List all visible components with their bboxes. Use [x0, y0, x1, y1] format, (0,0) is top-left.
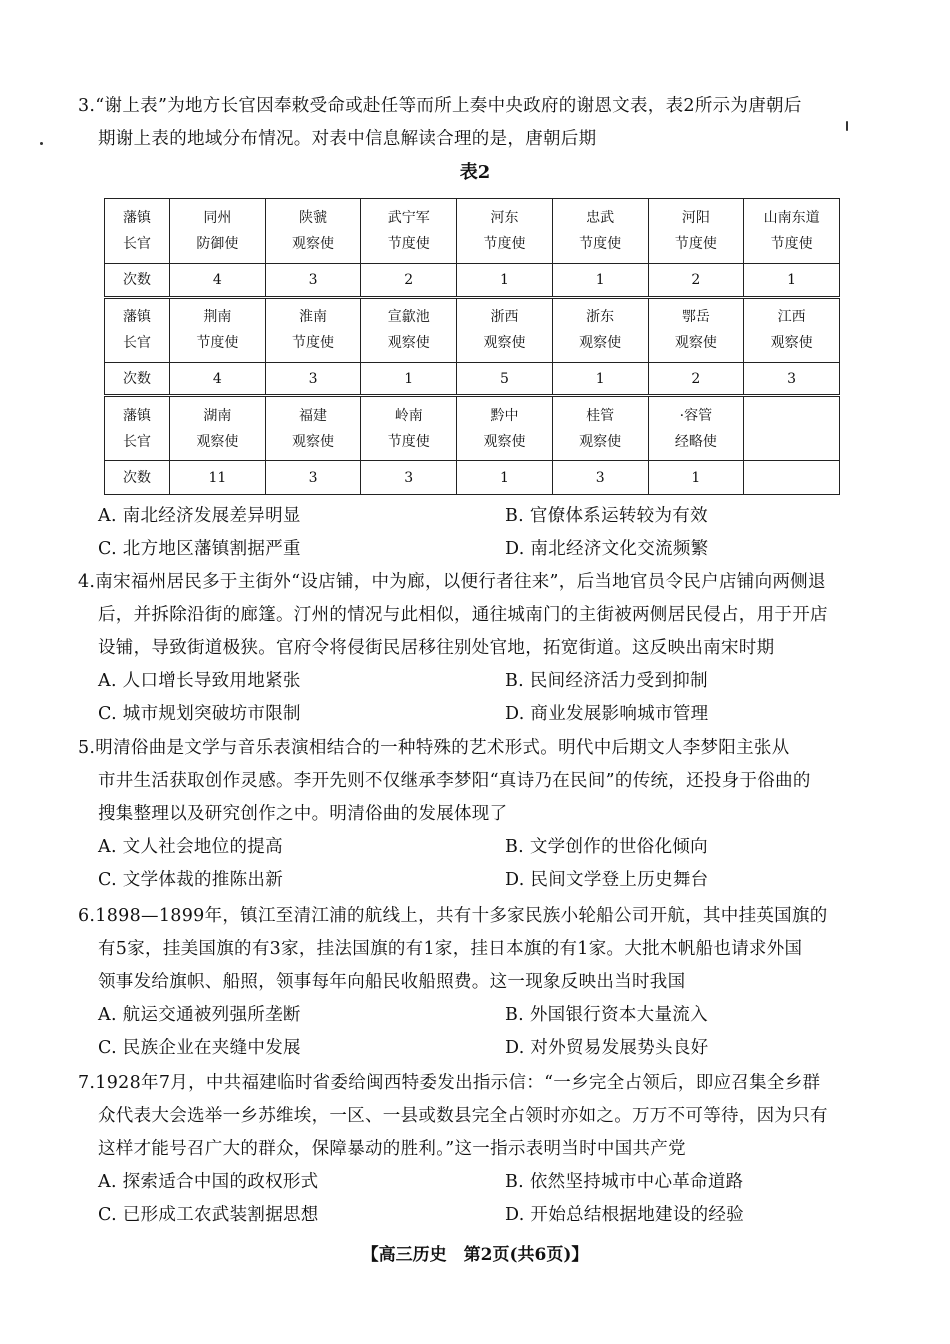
question-3 — [78, 90, 858, 156]
table-2 — [104, 198, 840, 495]
official-cell: ·容管 经略使 — [648, 396, 744, 461]
row-header-official: 藩镇 长官 — [105, 297, 170, 362]
official-cell: 河阳 节度使 — [648, 199, 744, 264]
option-a[interactable]: A. 人口增长导致用地紧张 — [98, 671, 301, 691]
official-cell: 江西 观察使 — [744, 297, 840, 362]
count-cell: 2 — [648, 362, 744, 396]
count-cell: 3 — [265, 264, 361, 298]
question-6-stem-line-2: 有5家，挂美国旗的有3家，挂法国旗的有1家，挂日本旗的有1家。大批木帆船也请求外国 — [98, 939, 803, 959]
question-7-stem-line-1: 7.1928年7月，中共福建临时省委给闽西特委发出指示信：“一乡完全占领后，即应召集全乡群 — [78, 1073, 821, 1093]
official-cell: 忠武 节度使 — [552, 199, 648, 264]
count-cell: 2 — [361, 264, 457, 298]
question-5 — [78, 732, 858, 897]
official-cell — [744, 396, 840, 461]
option-b[interactable]: B. 官僚体系运转较为有效 — [505, 506, 708, 526]
option-c[interactable]: C. 城市规划突破坊市限制 — [98, 704, 301, 724]
option-b[interactable]: B. 依然坚持城市中心革命道路 — [505, 1172, 744, 1192]
question-3-options — [78, 500, 858, 566]
official-cell: 黔中 观察使 — [457, 396, 553, 461]
option-c[interactable]: C. 已形成工农武装割据思想 — [98, 1205, 319, 1225]
table-caption: 表2 — [459, 162, 491, 183]
official-cell: 浙西 观察使 — [457, 297, 553, 362]
option-c[interactable]: C. 民族企业在夹缝中发展 — [98, 1038, 301, 1058]
scan-mark — [846, 121, 848, 131]
option-a[interactable]: A. 文人社会地位的提高 — [98, 837, 283, 857]
count-cell: 1 — [552, 264, 648, 298]
table-row-counts — [105, 362, 840, 396]
count-cell: 2 — [648, 264, 744, 298]
official-cell: 湖南 观察使 — [170, 396, 266, 461]
count-cell: 1 — [552, 362, 648, 396]
count-cell: 3 — [265, 362, 361, 396]
option-c[interactable]: C. 北方地区藩镇割据严重 — [98, 539, 301, 559]
official-cell: 桂管 观察使 — [552, 396, 648, 461]
question-4-stem-line-3: 设铺，导致街道极狭。官府令将侵街民居移往别处官地，拓宽街道。这反映出南宋时期 — [98, 638, 775, 658]
scan-speck — [40, 142, 43, 145]
page-footer: 【高三历史 第2页(共6页)】 — [361, 1245, 589, 1265]
row-header-official: 藩镇 长官 — [105, 199, 170, 264]
option-d[interactable]: D. 民间文学登上历史舞台 — [505, 870, 709, 890]
option-d[interactable]: D. 商业发展影响城市管理 — [505, 704, 709, 724]
option-c[interactable]: C. 文学体裁的推陈出新 — [98, 870, 283, 890]
count-cell: 1 — [361, 362, 457, 396]
question-3-stem-line-1: 3.“谢上表”为地方长官因奉敕受命或赴任等而所上奏中央政府的谢恩文表，表2所示为唐朝后 — [78, 96, 802, 116]
question-5-stem-line-3: 搜集整理以及研究创作之中。明清俗曲的发展体现了 — [98, 804, 508, 824]
count-cell: 1 — [457, 264, 553, 298]
count-cell: 3 — [552, 461, 648, 495]
question-7 — [78, 1067, 858, 1232]
question-7-stem-line-2: 众代表大会选举一乡苏维埃，一区、一县或数县完全占领时亦如之。万万不可等待，因为只有 — [98, 1106, 828, 1126]
table-row-officials — [105, 199, 840, 264]
count-cell: 1 — [648, 461, 744, 495]
option-d[interactable]: D. 南北经济文化交流频繁 — [505, 539, 709, 559]
row-header-count: 次数 — [105, 264, 170, 298]
option-d[interactable]: D. 对外贸易发展势头良好 — [505, 1038, 709, 1058]
table-row-officials — [105, 396, 840, 461]
official-cell: 岭南 节度使 — [361, 396, 457, 461]
option-a[interactable]: A. 航运交通被列强所垄断 — [98, 1005, 301, 1025]
count-cell: 11 — [170, 461, 266, 495]
official-cell: 鄂岳 观察使 — [648, 297, 744, 362]
question-6-stem-line-1: 6.1898—1899年，镇江至清江浦的航线上，共有十多家民族小轮船公司开航，其中挂英国旗的 — [78, 906, 828, 926]
option-a[interactable]: A. 探索适合中国的政权形式 — [98, 1172, 319, 1192]
official-cell: 陕虢 观察使 — [265, 199, 361, 264]
official-cell: 武宁军 节度使 — [361, 199, 457, 264]
table-row-counts — [105, 461, 840, 495]
option-b[interactable]: B. 文学创作的世俗化倾向 — [505, 837, 708, 857]
option-a[interactable]: A. 南北经济发展差异明显 — [98, 506, 301, 526]
count-cell: 3 — [265, 461, 361, 495]
official-cell: 福建 观察使 — [265, 396, 361, 461]
question-6-stem-line-3: 领事发给旗帜、船照，领事每年向船民收船照费。这一现象反映出当时我国 — [98, 972, 686, 992]
question-5-stem-line-2: 市井生活获取创作灵感。李开先则不仅继承李梦阳“真诗乃在民间”的传统，还投身于俗曲的 — [98, 771, 811, 791]
table-row-officials — [105, 297, 840, 362]
row-header-official: 藩镇 长官 — [105, 396, 170, 461]
row-header-count: 次数 — [105, 461, 170, 495]
count-cell: 1 — [457, 461, 553, 495]
official-cell: 浙东 观察使 — [552, 297, 648, 362]
official-cell: 荆南 节度使 — [170, 297, 266, 362]
question-4 — [78, 566, 858, 731]
count-cell: 3 — [744, 362, 840, 396]
count-cell: 4 — [170, 362, 266, 396]
question-5-stem-line-1: 5.明清俗曲是文学与音乐表演相结合的一种特殊的艺术形式。明代中后期文人李梦阳主张从 — [78, 738, 790, 758]
official-cell: 淮南 节度使 — [265, 297, 361, 362]
official-cell: 山南东道 节度使 — [744, 199, 840, 264]
question-4-stem-line-1: 4.南宋福州居民多于主街外“设店铺，中为廊，以便行者往来”，后当地官员令民户店铺向两侧退 — [78, 572, 826, 592]
question-4-stem-line-2: 后，并拆除沿街的廊篷。汀州的情况与此相似，通往城南门的主街被两侧居民侵占，用于开店 — [98, 605, 828, 625]
question-7-stem-line-3: 这样才能号召广大的群众，保障暴动的胜利。”这一指示表明当时中国共产党 — [98, 1139, 686, 1159]
row-header-count: 次数 — [105, 362, 170, 396]
count-cell: 3 — [361, 461, 457, 495]
option-b[interactable]: B. 外国银行资本大量流入 — [505, 1005, 708, 1025]
count-cell — [744, 461, 840, 495]
question-6 — [78, 900, 858, 1065]
option-b[interactable]: B. 民间经济活力受到抑制 — [505, 671, 708, 691]
official-cell: 宣歙池 观察使 — [361, 297, 457, 362]
option-d[interactable]: D. 开始总结根据地建设的经验 — [505, 1205, 745, 1225]
table-row-counts — [105, 264, 840, 298]
count-cell: 5 — [457, 362, 553, 396]
official-cell: 同州 防御使 — [170, 199, 266, 264]
official-cell: 河东 节度使 — [457, 199, 553, 264]
count-cell: 1 — [744, 264, 840, 298]
count-cell: 4 — [170, 264, 266, 298]
question-3-stem-line-2: 期谢上表的地域分布情况。对表中信息解读合理的是，唐朝后期 — [98, 129, 597, 149]
